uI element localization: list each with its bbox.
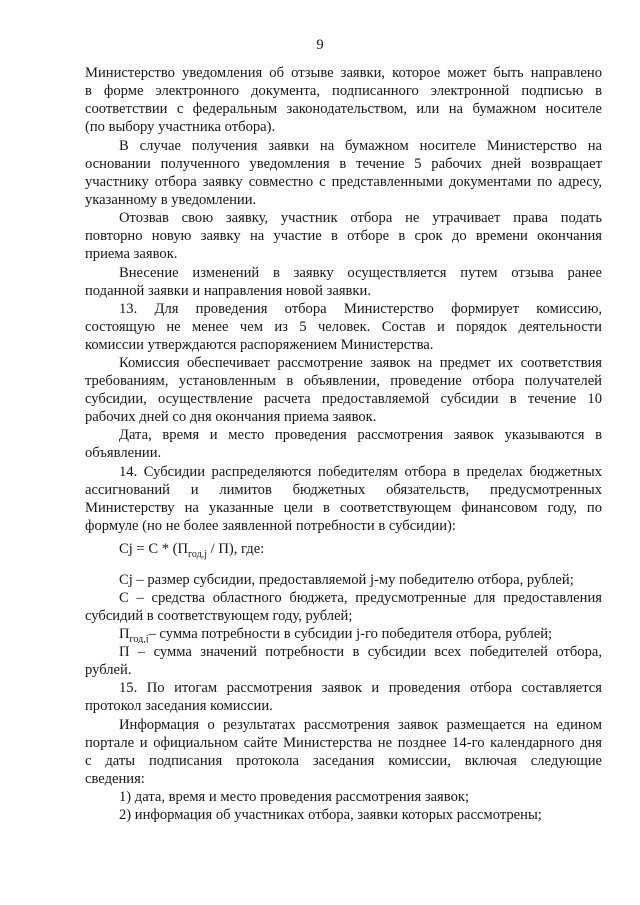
text-line: Cj – размер субсидии, предоставляемой j-му победителю отбора, рублей; (119, 572, 574, 588)
text-line: комиссии утверждаются распоряжением Министерства. (85, 337, 434, 353)
text-line: субсидий в соответствующем году, рублей; (85, 608, 353, 624)
text-line: Информация о результатах рассмотрения заявок размещается на едином (119, 717, 602, 733)
text-line: основании полученного уведомления в течение 5 рабочих дней возвращает (85, 156, 602, 172)
text-line: протокол заседания комиссии. (85, 698, 273, 714)
text-line: участнику отбора заявку совместно с представленными документами по адресу, (85, 174, 602, 190)
text-line: В случае получения заявки на бумажном носителе Министерство на (119, 138, 602, 154)
term-definition: – сумма потребности в субсидии j-го победителя отбора, рублей; (148, 626, 553, 642)
text-line: с даты подписания протокола заседания комиссии, включая следующие (85, 753, 602, 769)
text-line: рублей. (85, 662, 132, 678)
text-line: Внесение изменений в заявку осуществляется путем отзыва ранее (119, 265, 602, 281)
text-line: поданной заявки и направления новой заявки. (85, 283, 371, 299)
text-line: рабочих дней со дня окончания приема заявок. (85, 409, 377, 425)
text-line: Отозвав свою заявку, участник отбора не утрачивает права подать (119, 210, 602, 226)
text-line: сведения: (85, 771, 145, 787)
text-line: состоящую не менее чем из 5 человек. Состав и порядок деятельности (85, 319, 602, 335)
text-line: Комиссия обеспечивает рассмотрение заявок на предмет их соответствия (119, 355, 602, 371)
text-line: 13. Для проведения отбора Министерство формирует комиссию, (119, 301, 602, 317)
text-line: П – сумма значений потребности в субсидии всех победителей отбора, (119, 644, 602, 660)
text-line (119, 625, 602, 643)
text-line: ассигнований и лимитов бюджетных обязательств, предусмотренных (85, 482, 602, 498)
text-line: требованиям, установленным в объявлении, проведение отбора получателей (85, 373, 602, 389)
text-line: соответствии с федеральным законодательством, или на бумажном носителе (85, 101, 602, 117)
formula (119, 540, 264, 560)
text-line: Министерство уведомления об отзыве заявки, которое может быть направлено (85, 65, 602, 81)
term-subscript: год,j (129, 634, 149, 643)
text-line: субсидии, осуществление расчета предоставляемой субсидии в течение 10 (85, 391, 602, 407)
formula-lhs: Cj = C * (П (119, 541, 189, 557)
text-line: С – средства областного бюджета, предусмотренные для предоставления (119, 590, 602, 606)
text-line: Министерству на указанные цели в соответствующем финансовом году, по (85, 500, 602, 516)
list-item: 2) информация об участниках отбора, заявки которых рассмотрены; (119, 807, 542, 823)
formula-subscript: год,j (188, 549, 207, 560)
text-line: портале и официальном сайте Министерства не позднее 14-го календарного дня (85, 735, 602, 751)
term-symbol: П (119, 626, 130, 642)
text-line: приема заявок. (85, 246, 178, 262)
text-line: (по выбору участника отбора). (85, 119, 276, 135)
text-line: указанному в уведомлении. (85, 192, 257, 208)
text-line: формуле (но не более заявленной потребности в субсидии): (85, 518, 456, 534)
text-line: повторно новую заявку на участие в отборе в срок до времени окончания (85, 228, 602, 244)
text-line: объявлении. (85, 445, 162, 461)
text-line: 14. Субсидии распределяются победителям отбора в пределах бюджетных (119, 464, 602, 480)
formula-rhs: / П), где: (206, 541, 265, 557)
text-line: 15. По итогам рассмотрения заявок и проведения отбора составляется (119, 680, 602, 696)
text-line: в форме электронного документа, подписанного электронной подписью в (85, 83, 602, 99)
page-number: 9 (316, 37, 324, 53)
list-item: 1) дата, время и место проведения рассмотрения заявок; (119, 789, 470, 805)
text-line: Дата, время и место проведения рассмотрения заявок указываются в (119, 427, 602, 443)
